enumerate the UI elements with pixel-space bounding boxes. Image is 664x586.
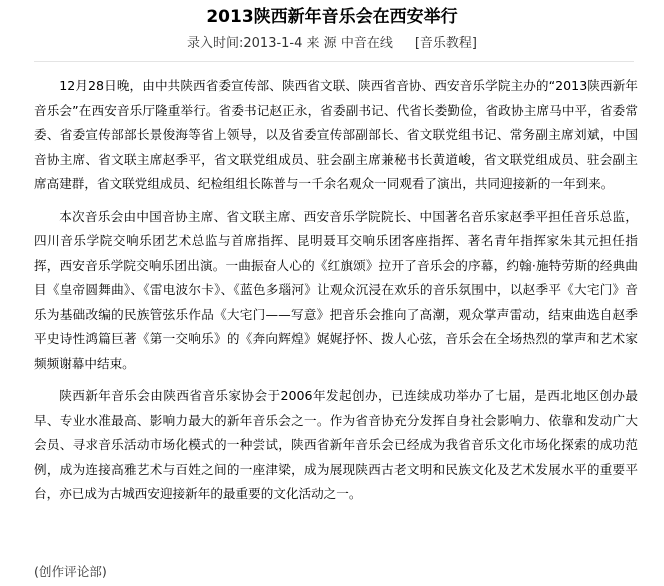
article-paragraph-2: 本次音乐会由中国音协主席、省文联主席、西安音乐学院院长、中国著名音乐家赵季平担任音乐总监，四川音乐学院交响乐团艺术总监与首席指挥、昆明聂耳交响乐团客座指挥、著名青年指挥家朱其元担任指挥，西安音乐学院交响乐团出演。一曲振奋人心的《红旗颂》拉开了音乐会的序幕，约翰·施特劳斯的经典曲目《皇帝圆舞曲》、《雷电波尔卡》、《蓝色多瑙河》让观众沉浸在欢乐的音乐氛围中，以赵季平《大宅门》音乐为基础改编的民族管弦乐作品《大宅门——写意》把音乐会推向了高潮，观众掌声雷动，结束曲选自赵季平史诗性鸿篇巨著《第一交响乐》的《奔向辉煌》娓娓抒怀、拨人心弦，音乐会在全场热烈的掌声和艺术家频频谢幕中结束。 bbox=[34, 208, 638, 371]
article-paragraph-1: 12月28日晚，由中共陕西省委宣传部、陕西省文联、陕西省音协、西安音乐学院主办的“2013陕西新年音乐会”在西安音乐厅隆重举行。省委书记赵正永，省委副书记、代省长娄勤俭，省政协主席马中平，省委常委、省委宣传部部长景俊海等省上领导，以及省委宣传部副部长、省文联党组书记、常务副主席刘斌，中国音协主席、省文联主席赵季平，省文联党组成员、驻会副主席兼秘书长黄道峻，省文联党组成员、驻会副主席高建群，省文联党组成员、纪检组组长陈普与一千余名观众一同观看了演出，共同迎接新的一年到来。 bbox=[34, 78, 638, 191]
source-value: 中音在线 bbox=[340, 36, 393, 51]
category-link[interactable]: [音乐教程] bbox=[414, 36, 477, 51]
entry-time-label: 录入时间: bbox=[187, 36, 244, 51]
entry-time-value: 2013-1-4 bbox=[243, 36, 303, 51]
article-body bbox=[34, 74, 638, 514]
source-label: 来 源 bbox=[306, 36, 341, 51]
title-divider bbox=[34, 61, 634, 62]
article-paragraph-3: 陕西新年音乐会由陕西省音乐家协会于2006年发起创办，已连续成功举办了七届，是西北地区创办最早、专业水准最高、影响力最大的新年音乐会之一。作为省音协充分发挥自身社会影响力、依靠和发动广大会员、寻求音乐活动市场化模式的一种尝试，陕西省新年音乐会已经成为我省音乐文化市场化探索的成功范例，成为连接高雅艺术与百姓之间的一座津梁，成为展现陕西古老文明和民族文化及艺术发展水平的重要平台，亦已成为古城西安迎接新年的最重要的文化活动之一。 bbox=[34, 388, 638, 501]
article-footer-credit: (创作评论部) bbox=[34, 564, 107, 579]
article-meta bbox=[0, 35, 664, 53]
article-title: 2013陕西新年音乐会在西安举行 bbox=[206, 7, 458, 27]
